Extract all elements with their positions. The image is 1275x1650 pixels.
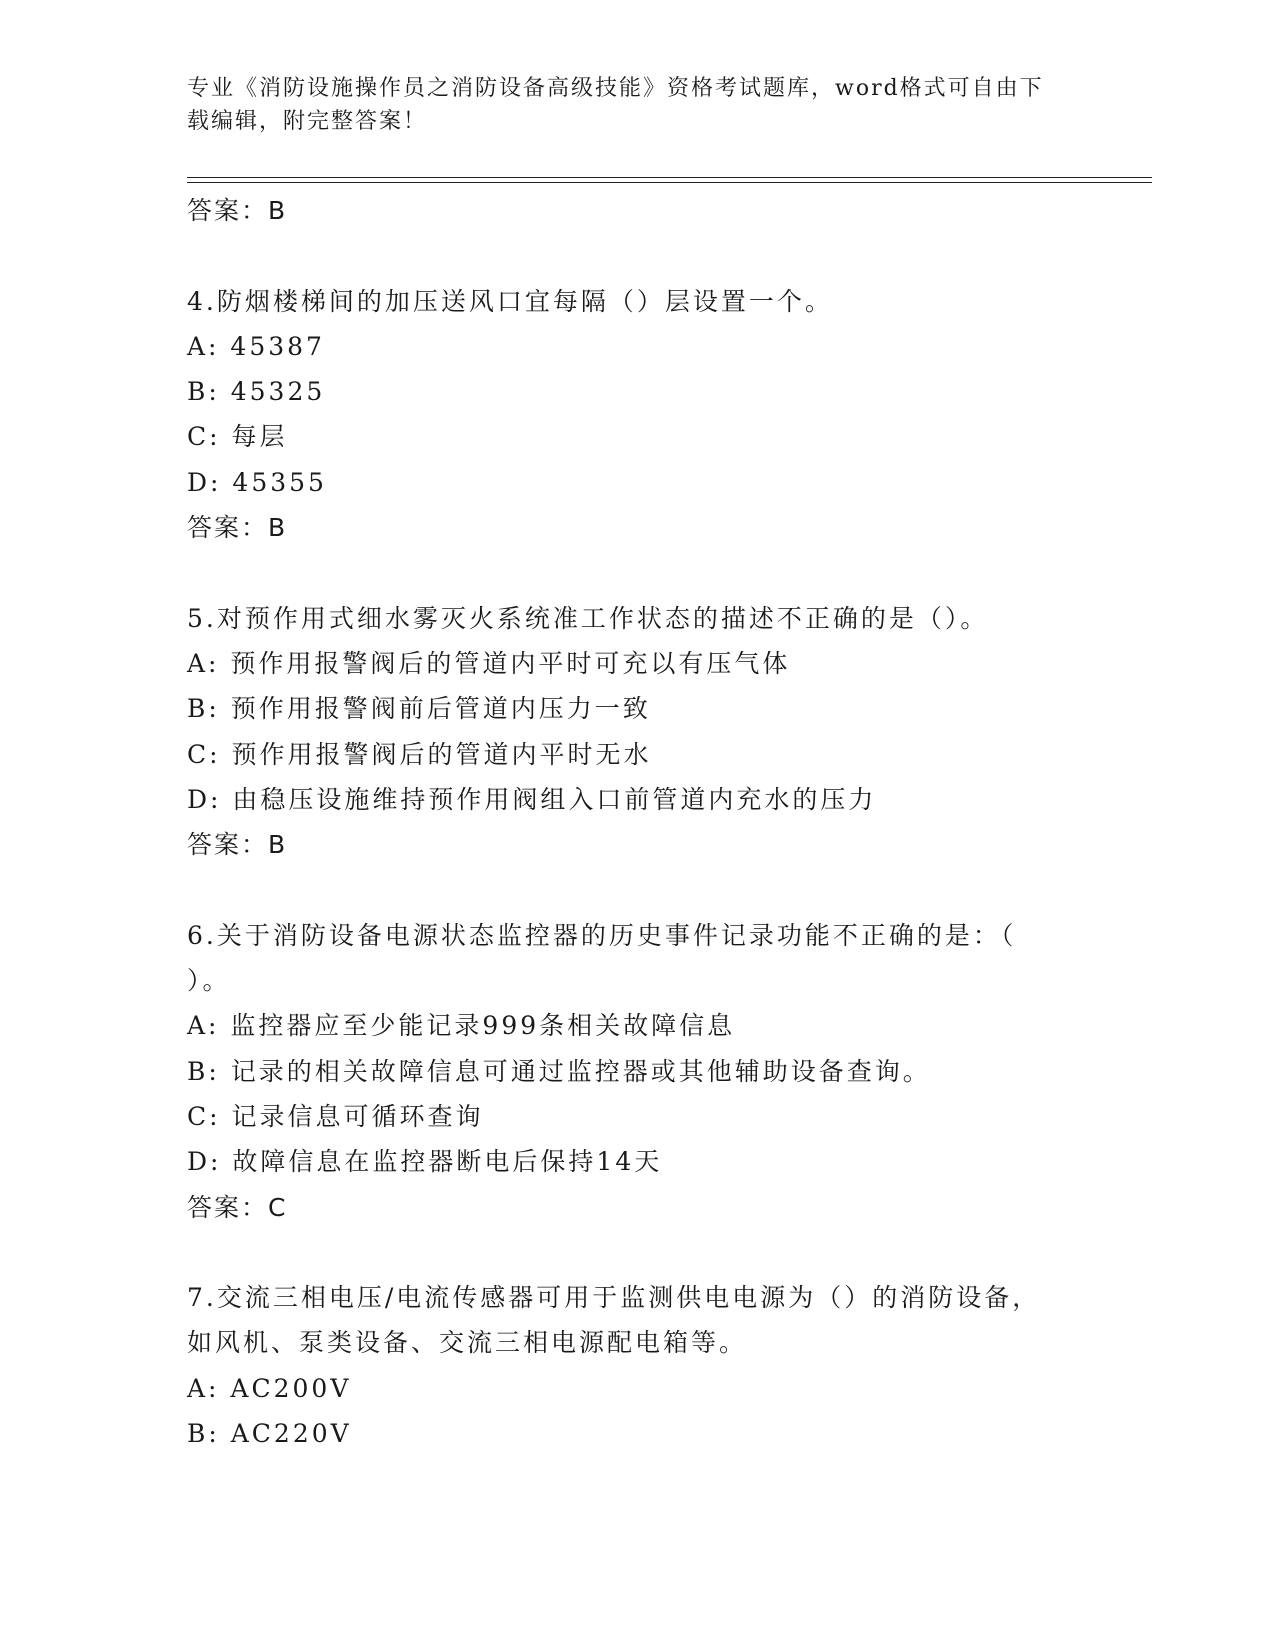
answer-label: 答案：C: [187, 1192, 288, 1222]
option-c: C: 每层: [187, 422, 288, 452]
option-b: B: AC220V: [187, 1419, 352, 1449]
question-stem-line1: 7.交流三相电压/电流传感器可用于监测供电电源为（）的消防设备，: [187, 1283, 1041, 1313]
header-rule-top: [187, 177, 1152, 178]
option-a: A: 45387: [187, 331, 325, 361]
question-stem-line1: 6.关于消防设备电源状态监控器的历史事件记录功能不正确的是：（: [187, 920, 1017, 950]
question-list: [187, 188, 1087, 1456]
answer-label: 答案：B: [187, 830, 288, 860]
option-a: A: 预作用报警阀后的管道内平时可充以有压气体: [187, 648, 791, 678]
option-d: D: 故障信息在监控器断电后保持14天: [187, 1147, 663, 1177]
option-b: B: 45325: [187, 377, 326, 407]
header-rule-bottom: [187, 182, 1152, 183]
option-b: B: 预作用报警阀前后管道内压力一致: [187, 694, 651, 724]
document-header: 专业《消防设施操作员之消防设备高级技能》资格考试题库，word格式可自由下载编辑，附完整答案！: [187, 76, 1044, 134]
answer-label: 答案：B: [187, 513, 288, 543]
question-7: [187, 1275, 1087, 1456]
option-a: A: AC200V: [187, 1373, 352, 1403]
question-stem-line2: ）。: [187, 966, 231, 996]
question-5: [187, 596, 1087, 868]
option-d: D: 由稳压设施维持预作用阀组入口前管道内充水的压力: [187, 784, 877, 814]
option-c: C: 记录信息可循环查询: [187, 1101, 484, 1131]
question-4: [187, 279, 1087, 551]
answer-label: 答案：B: [187, 196, 288, 225]
option-c: C: 预作用报警阀后的管道内平时无水: [187, 739, 652, 769]
question-6: [187, 913, 1087, 1230]
question-stem: 5.对预作用式细水雾灭火系统准工作状态的描述不正确的是（）。: [187, 603, 989, 633]
option-b: B: 记录的相关故障信息可通过监控器或其他辅助设备查询。: [187, 1056, 931, 1086]
question-stem: 4.防烟楼梯间的加压送风口宜每隔（）层设置一个。: [187, 286, 833, 316]
question-stem-line2: 如风机、泵类设备、交流三相电源配电箱等。: [187, 1328, 748, 1358]
option-d: D: 45355: [187, 467, 327, 497]
option-a: A: 监控器应至少能记录999条相关故障信息: [187, 1011, 736, 1041]
